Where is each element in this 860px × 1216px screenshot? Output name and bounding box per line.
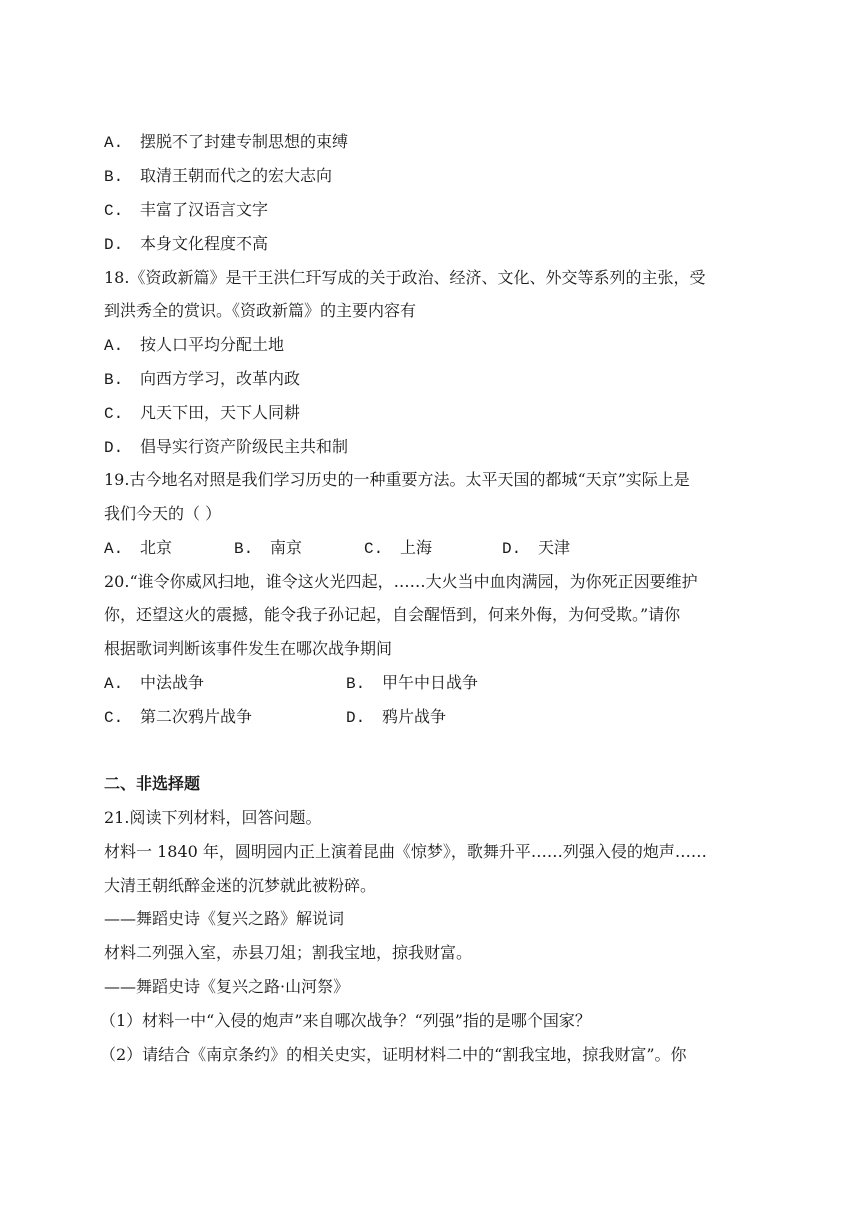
option-text: 丰富了汉语言文字 [140,200,269,219]
option-letter: B. [346,675,366,693]
q20-option-d [346,707,446,728]
option-text: 天津 [538,538,571,557]
option-letter: D. [346,709,366,727]
option-text: 向西方学习，改革内政 [140,369,301,388]
option-letter: A. [104,675,124,693]
option-letter: C. [104,405,124,423]
q18-option-a [104,335,284,356]
q18-option-d [104,437,348,458]
q20-option-c [104,707,252,728]
option-letter: A. [104,134,124,152]
q17-option-b [104,166,332,187]
option-letter: B. [104,371,124,389]
q21-material2-source: ——舞蹈史诗《复兴之路·山河祭》 [104,977,350,996]
q17-option-d [104,234,268,255]
option-letter: A. [104,540,124,558]
option-letter: D. [104,236,124,254]
q20-option-a [104,673,204,694]
q19-stem-line1: 19.古今地名对照是我们学习历史的一种重要方法。太平天国的都城“天京”实际上是 [104,470,690,489]
q20-stem-line1: 20.“谁令你威风扫地，谁令这火光四起，……大火当中血肉满园，为你死正因要维护 [104,572,698,591]
q21-material1-line2: 大清王朝纸醉金迷的沉梦就此被粉碎。 [104,876,377,895]
option-letter: C. [364,540,384,558]
q21-subquestion-1: （1）材料一中“入侵的炮声”来自哪次战争？“列强”指的是哪个国家？ [100,1011,591,1030]
option-letter: A. [104,337,124,355]
q21-material1-source: ——舞蹈史诗《复兴之路》解说词 [104,909,345,928]
q17-option-c [104,200,268,221]
option-text: 摆脱不了封建专制思想的束缚 [140,132,349,151]
q20-stem-line2: 你，还望这火的震撼，能令我子孙记起，自会醒悟到，何来外侮，为何受欺。”请你 [104,605,681,624]
q18-stem-line1: 18.《资政新篇》是干王洪仁玕写成的关于政治、经济、文化、外交等系列的主张，受 [104,268,706,287]
option-letter: C. [104,709,124,727]
option-letter: B. [104,168,124,186]
q19-option-d [502,538,570,559]
option-letter: D. [502,540,522,558]
section-heading: 二、非选择题 [104,774,201,793]
option-text: 凡天下田，天下人同耕 [140,403,301,422]
q18-stem-line2: 到洪秀全的赏识。《资政新篇》的主要内容有 [104,301,417,320]
option-letter: B. [234,540,254,558]
option-letter: D. [104,439,124,457]
q19-stem-line2: 我们今天的（ ） [104,504,222,523]
option-text: 南京 [270,538,303,557]
q17-option-a [104,132,348,153]
q20-stem-line3: 根据歌词判断该事件发生在哪次战争期间 [104,639,393,658]
q19-option-b [234,538,302,559]
q19-option-c [364,538,432,559]
q18-option-c [104,403,300,424]
q21-material1-line1: 材料一 1840 年，圆明园内正上演着昆曲《惊梦》，歌舞升平……列强入侵的炮声…… [104,842,707,861]
q20-option-b [346,673,478,694]
q19-option-a [104,538,172,559]
q21-material2-line1: 材料二列强入室，赤县刀俎；割我宝地，掠我财富。 [104,943,473,962]
option-text: 鸦片战争 [382,707,447,726]
option-text: 按人口平均分配土地 [140,335,285,354]
q21-intro: 21.阅读下列材料，回答问题。 [104,808,322,827]
option-text: 倡导实行资产阶级民主共和制 [140,437,349,456]
q18-option-b [104,369,300,390]
option-letter: C. [104,202,124,220]
option-text: 上海 [400,538,433,557]
option-text: 中法战争 [140,673,205,692]
option-text: 甲午中日战争 [382,673,479,692]
option-text: 北京 [140,538,173,557]
option-text: 第二次鸦片战争 [140,707,253,726]
option-text: 取清王朝而代之的宏大志向 [140,166,333,185]
option-text: 本身文化程度不高 [140,234,269,253]
q21-subquestion-2: （2）请结合《南京条约》的相关史实，证明材料二中的“割我宝地，掠我财富”。你 [100,1045,687,1064]
